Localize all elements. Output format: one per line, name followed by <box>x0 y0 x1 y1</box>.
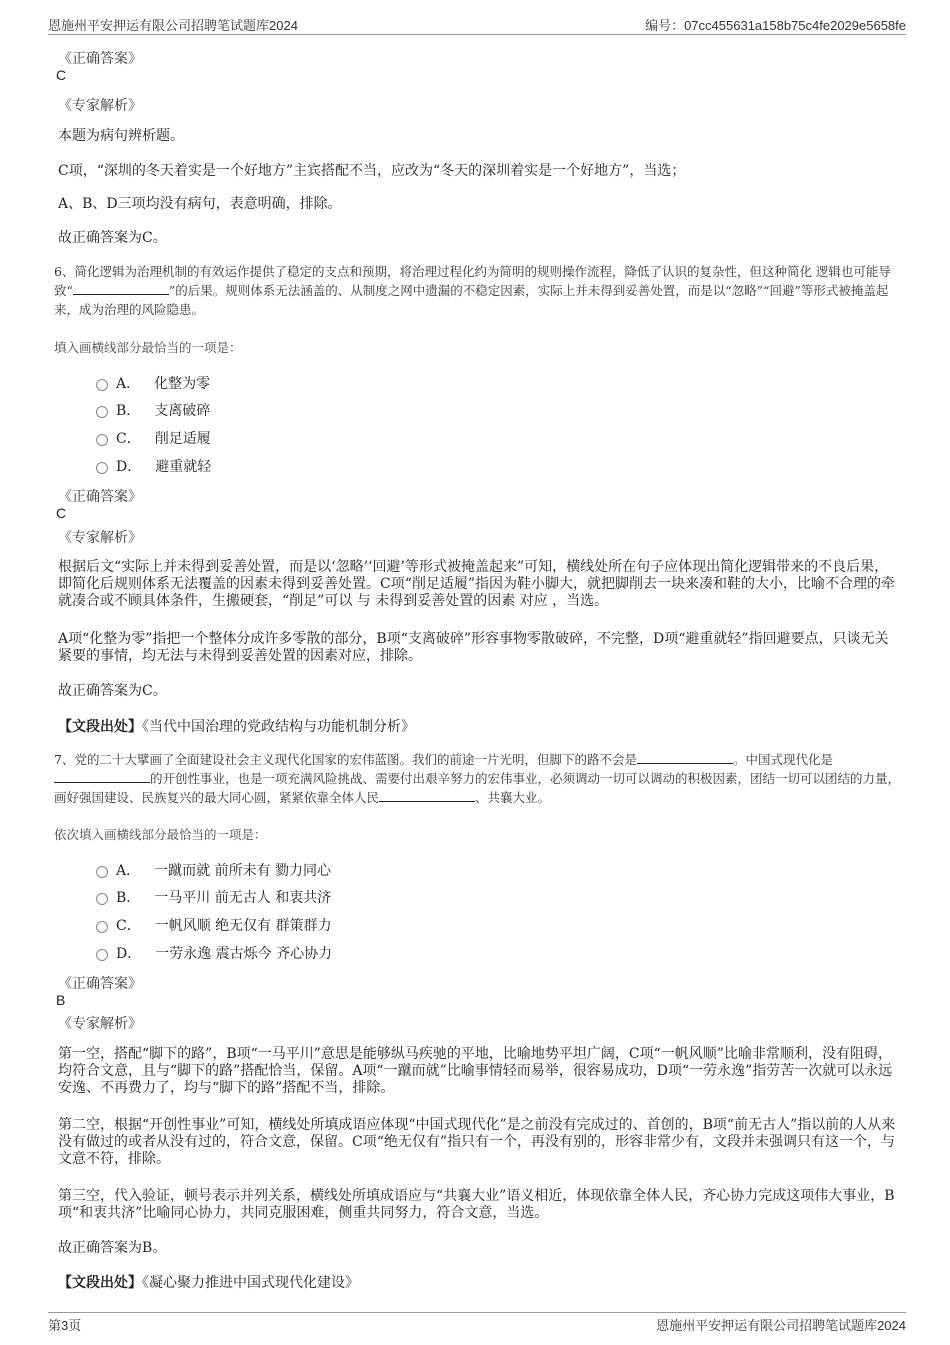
q5-answer-label: 《正确答案》 <box>58 51 142 67</box>
radio-icon[interactable] <box>96 866 108 878</box>
q5-answer: C <box>56 67 67 83</box>
radio-icon[interactable] <box>96 893 108 905</box>
q6-option-a[interactable]: A． 化整为零 <box>96 373 210 393</box>
radio-icon[interactable] <box>96 921 108 933</box>
q5-analysis-label: 《专家解析》 <box>58 98 142 114</box>
q6-option-d[interactable]: D． 避重就轻 <box>96 456 211 476</box>
q7-answer: B <box>56 992 66 1008</box>
radio-icon[interactable] <box>96 434 108 446</box>
q7-option-a[interactable]: A． 一蹴而就 前所未有 勠力同心 <box>96 860 331 880</box>
q7-blank-3 <box>379 789 475 802</box>
q5-conclusion: 故正确答案为C。 <box>58 230 167 246</box>
q7-analysis-label: 《专家解析》 <box>58 1016 142 1032</box>
q6-analysis-1: 根据后文“实际上并未得到妥善处置，而是以‘忽略’‘回避’等形式被掩盖起来”可知，横线处所在句子应体现出简化逻辑带来的不良后果，即简化后规则体系无法覆盖的因素未得到妥善处置。C项“削足适履”指因为鞋小脚大，就把脚削去一块来凑和鞋的大小，比喻不合理的牵就凑合或不顾具体条件，生搬硬套，“削足”可以 与 未得到妥善处置的因素 对应 ，当选。 <box>58 559 896 609</box>
q7-blank-1 <box>637 751 733 764</box>
q6-answer-label: 《正确答案》 <box>58 489 142 505</box>
q7-analysis-3: 第三空，代入验证，顿号表示并列关系，横线处所填成语应与“共襄大业”语义相近，体现依靠全体人民，齐心协力完成这项伟大事业，B项“和衷共济”比喻同心协力，共同克服困难，侧重共同努力，符合文意，当选。 <box>58 1188 895 1221</box>
radio-icon[interactable] <box>96 949 108 961</box>
q6-blank <box>73 282 169 295</box>
q7-analysis-1: 第一空，搭配“脚下的路”，B项“一马平川”意思是能够纵马疾驰的平地，比喻地势平坦广阔，C项“一帆风顺”比喻非常顺利，没有阻碍，均符合文意，且与“脚下的路”搭配恰当，保留。A项“一蹴而就”比喻事情轻而易举，很容易成功，D项“一劳永逸”指劳苦一次就可以永远安逸、不再费力了，均与“脚下的路”搭配不当，排除。 <box>58 1046 893 1096</box>
radio-icon[interactable] <box>96 406 108 418</box>
q6-question <box>54 262 902 319</box>
q7-answer-label: 《正确答案》 <box>58 976 142 992</box>
q5-analysis-1: 本题为病句辨析题。 <box>58 128 184 144</box>
radio-icon[interactable] <box>96 379 108 391</box>
q7-source: 【文段出处】《凝心聚力推进中国式现代化建设》 <box>58 1275 359 1291</box>
q7-question: 7、党的二十大擘画了全面建设社会主义现代化国家的宏伟蓝图。我们的前途一片光明，但脚下的路不会是 。中国式现代化是的开创性事业，也是一项充满风险挑战、需要付出艰辛努力的宏伟事业，必须调动一切可以调动的积极因素，团结一切可以团结的力量，画好强国建设、民族复兴的最大同心圆，紧紧依靠全体人民 、共襄大业。 <box>54 752 901 805</box>
q7-option-b[interactable]: B． 一马平川 前无古人 和衷共济 <box>96 887 331 907</box>
header-title: 恩施州平安押运有限公司招聘笔试题库2024 <box>48 18 298 33</box>
footer-title: 恩施州平安押运有限公司招聘笔试题库2024 <box>656 1318 906 1333</box>
q6-analysis-2: A项“化整为零”指把一个整体分成许多零散的部分，B项“支离破碎”形容事物零散破碎，不完整，D项“避重就轻”指回避要点，只谈无关紧要的事情，均无法与未得到妥善处置的因素对应，排除。 <box>58 631 889 664</box>
page-footer <box>48 1312 906 1335</box>
q5-analysis-3: A、B、D三项均没有病句，表意明确，排除。 <box>58 196 342 212</box>
page-number: 第3页 <box>48 1318 82 1333</box>
q6-text-b: ”的后果。规则体系无法涵盖的、从制度之网中遗漏的不稳定因素，实际上并未得到妥善处置，而是以“忽略”“回避”等形式被掩盖起来，成为治理的风险隐患。 <box>54 283 889 317</box>
q6-prompt: 填入画横线部分最恰当的一项是： <box>54 340 242 355</box>
q6-conclusion: 故正确答案为C。 <box>58 683 167 699</box>
header-serial: 编号：07cc455631a158b75c4fe2029e5658fe <box>645 18 906 33</box>
q6-text-a: 6、简化逻辑为治理机制的有效运作提供了稳定的支点和预期，将治理过程化约为简明的规则操作流程，降低了认识的复杂性，但这种简化 逻辑也可能导致“ <box>54 264 891 298</box>
page-header <box>48 12 906 35</box>
q7-blank-2 <box>54 770 150 783</box>
q6-option-c[interactable]: C． 削足适履 <box>96 428 211 448</box>
q6-source: 【文段出处】《当代中国治理的党政结构与功能机制分析》 <box>58 719 415 735</box>
q6-analysis-label: 《专家解析》 <box>58 530 142 546</box>
q7-option-d[interactable]: D． 一劳永逸 震古烁今 齐心协力 <box>96 943 332 963</box>
q7-conclusion: 故正确答案为B。 <box>58 1240 167 1256</box>
radio-icon[interactable] <box>96 462 108 474</box>
q7-option-c[interactable]: C． 一帆风顺 绝无仅有 群策群力 <box>96 915 332 935</box>
q6-option-b[interactable]: B． 支离破碎 <box>96 400 210 420</box>
q7-prompt: 依次填入画横线部分最恰当的一项是： <box>54 827 267 842</box>
q7-analysis-2: 第二空，根据“开创性事业”可知，横线处所填成语应体现“中国式现代化”是之前没有完成过的、首创的，B项“前无古人”指以前的人从来没有做过的或者从没有过的，符合文意，保留。C项“绝无仅有”指只有一个，再没有别的，形容非常少有，文段并未强调只有这一个，与文意不符，排除。 <box>58 1117 896 1167</box>
q6-answer: C <box>56 505 67 521</box>
q5-analysis-2: C项，“深圳的冬天着实是一个好地方”主宾搭配不当，应改为“冬天的深圳着实是一个好地方”，当选； <box>58 163 686 179</box>
